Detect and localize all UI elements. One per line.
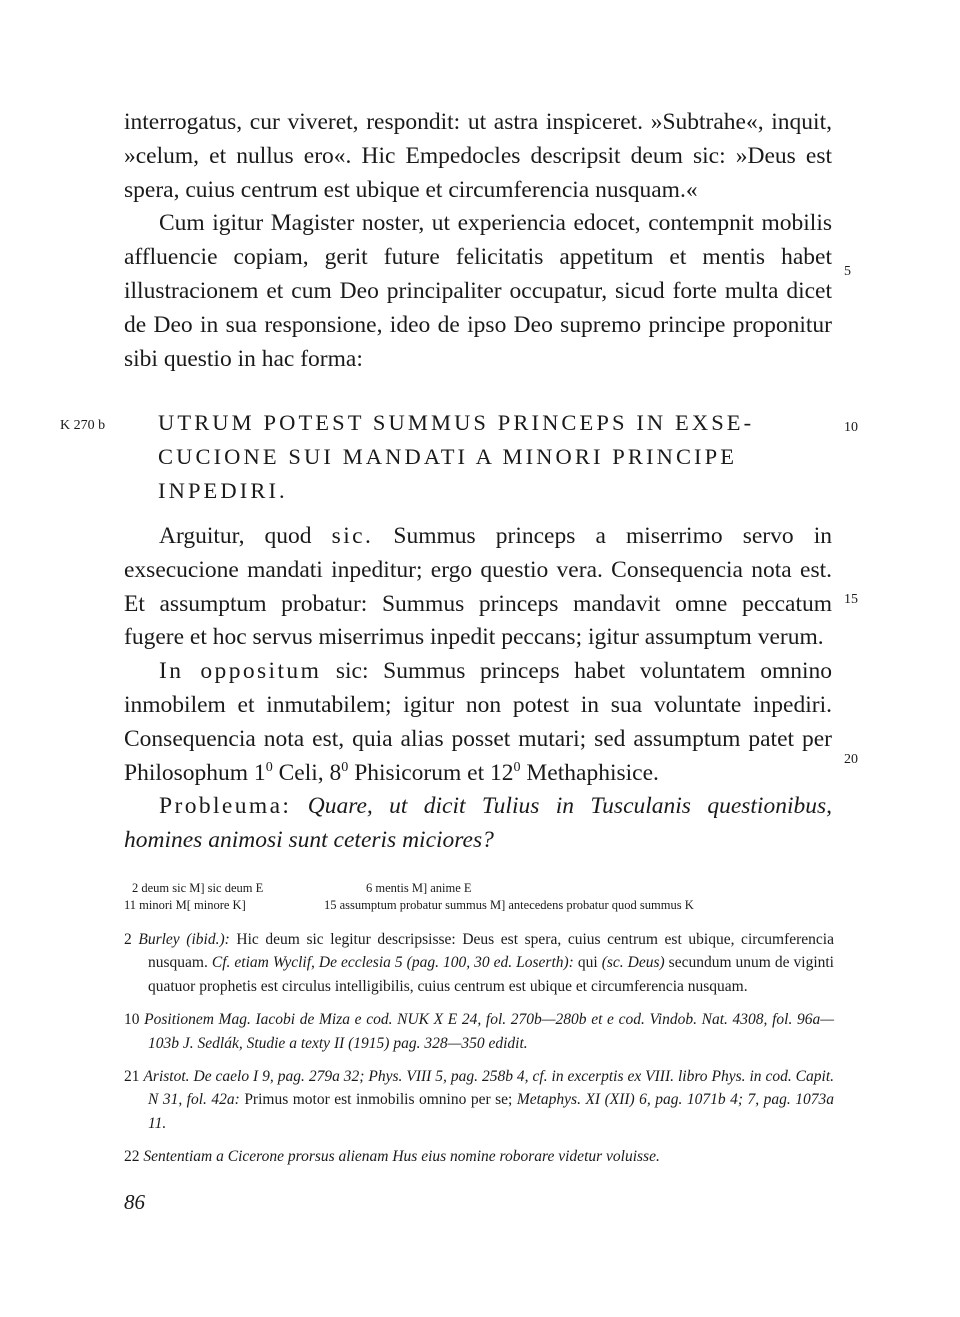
note-2 bbox=[124, 928, 834, 998]
line-number-20: 20 bbox=[844, 752, 858, 767]
note-text: qui bbox=[573, 954, 602, 972]
apparatus-entry: 11 minori M[ minore K] bbox=[124, 898, 246, 912]
note-source: Metaphys. XI (XII) 6, pag. 1071b 4; 7, pag. 1073a 11. bbox=[148, 1091, 834, 1132]
oppositum-text-4: Methaphisice. bbox=[520, 759, 659, 786]
note-22 bbox=[124, 1145, 834, 1168]
line-number-10: 10 bbox=[844, 420, 858, 435]
superscript: 0 bbox=[513, 758, 521, 775]
apparatus-row-2 bbox=[124, 897, 844, 914]
superscript: 0 bbox=[265, 758, 273, 775]
line-number-15: 15 bbox=[844, 592, 858, 607]
paragraph-oppositum bbox=[124, 655, 832, 790]
note-text: Hic deum sic legitur descripsisse: Deus est spera, cuius centrum est ubique, circumferencia nusquam. bbox=[148, 931, 834, 972]
heading-line-2: CUCIONE SUI MANDATI A MINORI PRINCIPE bbox=[158, 444, 738, 469]
oppositum-text: sic: Summus princeps habet voluntatem omnino inmobilem et inmutabilem; igitur non potest in sua voluntate inpediri. Consequencia nota est, quia alias posset mutari; sed assumptum patet per Philosophum 1 bbox=[124, 658, 832, 786]
heading-line-3: INPEDIRI. bbox=[158, 478, 288, 503]
note-source: Sententiam a Cicerone prorsus alienam Hus eius nomine roborare videtur voluisse. bbox=[143, 1148, 660, 1166]
arguitur-lead: Arguitur, quod bbox=[159, 523, 312, 549]
oppositum-text-3: Phisicorum et 12 bbox=[348, 759, 514, 786]
apparatus-entry: 15 assumptum probatur summus M] antecedens probatur quod summus K bbox=[324, 898, 694, 912]
arguitur-text: Summus princeps a miserrimo servo in exsecucione mandati inpeditur; ergo questio vera. Consequencia nota est. Et assumptum probatur: Summus princeps mandavit omne peccatum fugere et hoc servus miserrimus inpedit peccans; igitur assumptum verum. bbox=[124, 523, 832, 651]
oppositum-text-2: Celi, 8 bbox=[272, 759, 342, 786]
arguitur-sic: sic. bbox=[331, 523, 374, 549]
apparatus-entry: 6 mentis M] anime E bbox=[366, 881, 472, 895]
line-number-5: 5 bbox=[844, 264, 851, 279]
probleuma-lead: Probleuma: bbox=[159, 793, 292, 820]
margin-reference: K 270 b bbox=[60, 418, 106, 433]
note-source: Burley (ibid.): bbox=[138, 931, 230, 948]
note-label: 22 bbox=[124, 1148, 144, 1166]
paragraph-probleuma bbox=[124, 790, 832, 858]
main-text-block-2 bbox=[124, 520, 832, 858]
paragraph-2: Cum igitur Magister noster, ut experiencia edocet, contempnit mobilis affluencie copiam, gerit future felicitatis appetitum et mentis habet illustracionem et cum Deo principaliter occupatur, sicud forte multa dicet de Deo in sua responsione, ideo de ipso Deo supremo principe proponitur sibi questio in hac forma: bbox=[124, 210, 832, 372]
apparatus-entry: 2 deum sic M] sic deum E bbox=[132, 881, 264, 895]
commentary-notes bbox=[124, 928, 834, 1179]
superscript: 0 bbox=[341, 758, 349, 775]
question-heading bbox=[158, 406, 838, 508]
probleuma-question: Quare, ut dicit Tulius in Tusculanis questionibus, homines animosi sunt ceteris miciores? bbox=[124, 793, 833, 854]
note-label: 10 bbox=[124, 1011, 145, 1029]
note-source: Cf. etiam Wyclif, De ecclesia 5 (pag. 100, 30 ed. Loserth): bbox=[211, 954, 574, 972]
note-source: Positionem Mag. Iacobi de Miza e cod. NUK X E 24, fol. 270b—280b et e cod. Vindob. Nat. 4308, fol. 96a—103b J. Sedlák, Studie a texty II (1915) pag. 328—350 edidit. bbox=[144, 1011, 835, 1052]
note-10 bbox=[124, 1008, 834, 1055]
note-label: 2 bbox=[124, 931, 139, 948]
oppositum-lead: In oppositum bbox=[159, 658, 322, 685]
note-text: Primus motor est inmobilis omnino per se; bbox=[239, 1091, 517, 1109]
page-number: 86 bbox=[124, 1190, 145, 1214]
heading-line-1: UTRUM POTEST SUMMUS PRINCEPS IN EXSE- bbox=[158, 410, 755, 435]
apparatus-row-1 bbox=[124, 880, 844, 897]
paragraph-1: interrogatus, cur viveret, respondit: ut astra inspiceret. »Subtrahe«, inquit, »celum, et nullus ero«. Hic Empedocles descripsit deum sic: »Deus est spera, cuius centrum est ubique et circumferencia nusquam.« bbox=[124, 109, 832, 203]
critical-apparatus bbox=[124, 880, 844, 914]
note-source: (sc. Deus) bbox=[601, 954, 665, 972]
note-label: 21 bbox=[124, 1068, 144, 1086]
note-21 bbox=[124, 1065, 834, 1135]
note-text: secundum unum de viginti quatuor prophetis est circulus intelligibilis, cuius centrum est ubique et circumferencia nusquam. bbox=[148, 954, 834, 995]
main-text-block-1 bbox=[124, 106, 832, 376]
note-source: Aristot. De caelo I 9, pag. 279a 32; Phys. VIII 5, pag. 258b 4, cf. in excerptis ex VIII. libro Phys. in cod. Capit. N 31, fol. 42a: bbox=[143, 1068, 835, 1109]
paragraph-arguitur bbox=[124, 520, 832, 655]
